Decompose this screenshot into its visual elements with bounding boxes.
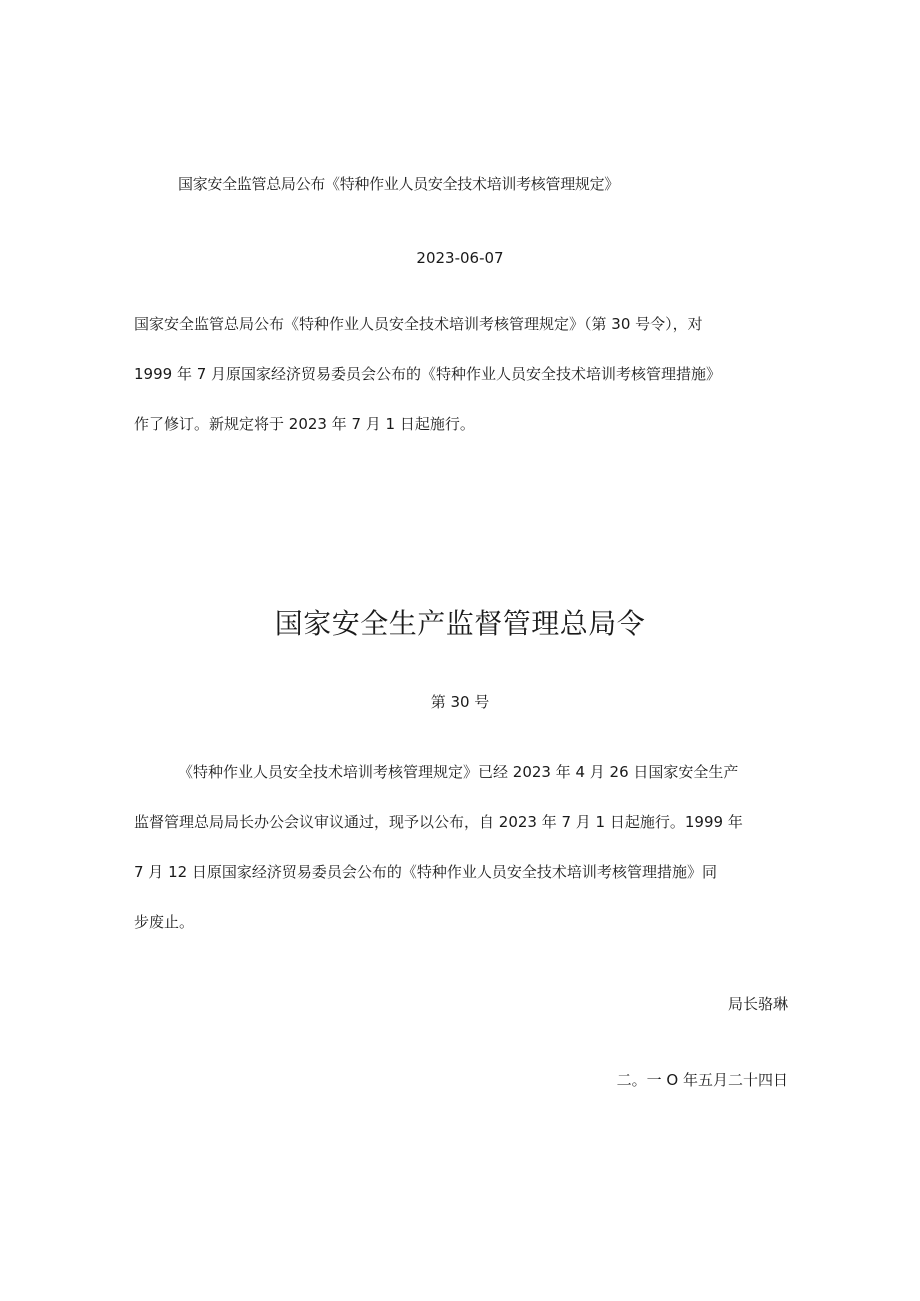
order-title: 国家安全生产监督管理总局令 bbox=[274, 607, 646, 640]
body-paragraph-line-2: 监督管理总局局长办公会议审议通过，现予以公布，自 2023 年 7 月 1 日起施行。1999 年 bbox=[134, 813, 743, 831]
order-number: 第 30 号 bbox=[430, 693, 490, 711]
signer-name: 局长骆琳 bbox=[727, 995, 788, 1013]
news-headline: 国家安全监管总局公布《特种作业人员安全技术培训考核管理规定》 bbox=[178, 175, 620, 193]
signature-date: 二。一 O 年五月二十四日 bbox=[616, 1071, 788, 1089]
publish-date: 2023-06-07 bbox=[416, 249, 504, 267]
intro-paragraph-line-2: 1999 年 7 月原国家经济贸易委员会公布的《特种作业人员安全技术培训考核管理措施》 bbox=[134, 365, 722, 383]
body-paragraph-line-1: 《特种作业人员安全技术培训考核管理规定》已经 2023 年 4 月 26 日国家安全生产 bbox=[178, 763, 739, 781]
intro-paragraph-line-1: 国家安全监管总局公布《特种作业人员安全技术培训考核管理规定》（第 30 号令），对 bbox=[134, 315, 703, 333]
intro-paragraph-line-3: 作了修订。新规定将于 2023 年 7 月 1 日起施行。 bbox=[134, 415, 475, 433]
body-paragraph-line-3: 7 月 12 日原国家经济贸易委员会公布的《特种作业人员安全技术培训考核管理措施》同 bbox=[134, 863, 717, 881]
body-paragraph-line-4: 步废止。 bbox=[134, 913, 195, 931]
